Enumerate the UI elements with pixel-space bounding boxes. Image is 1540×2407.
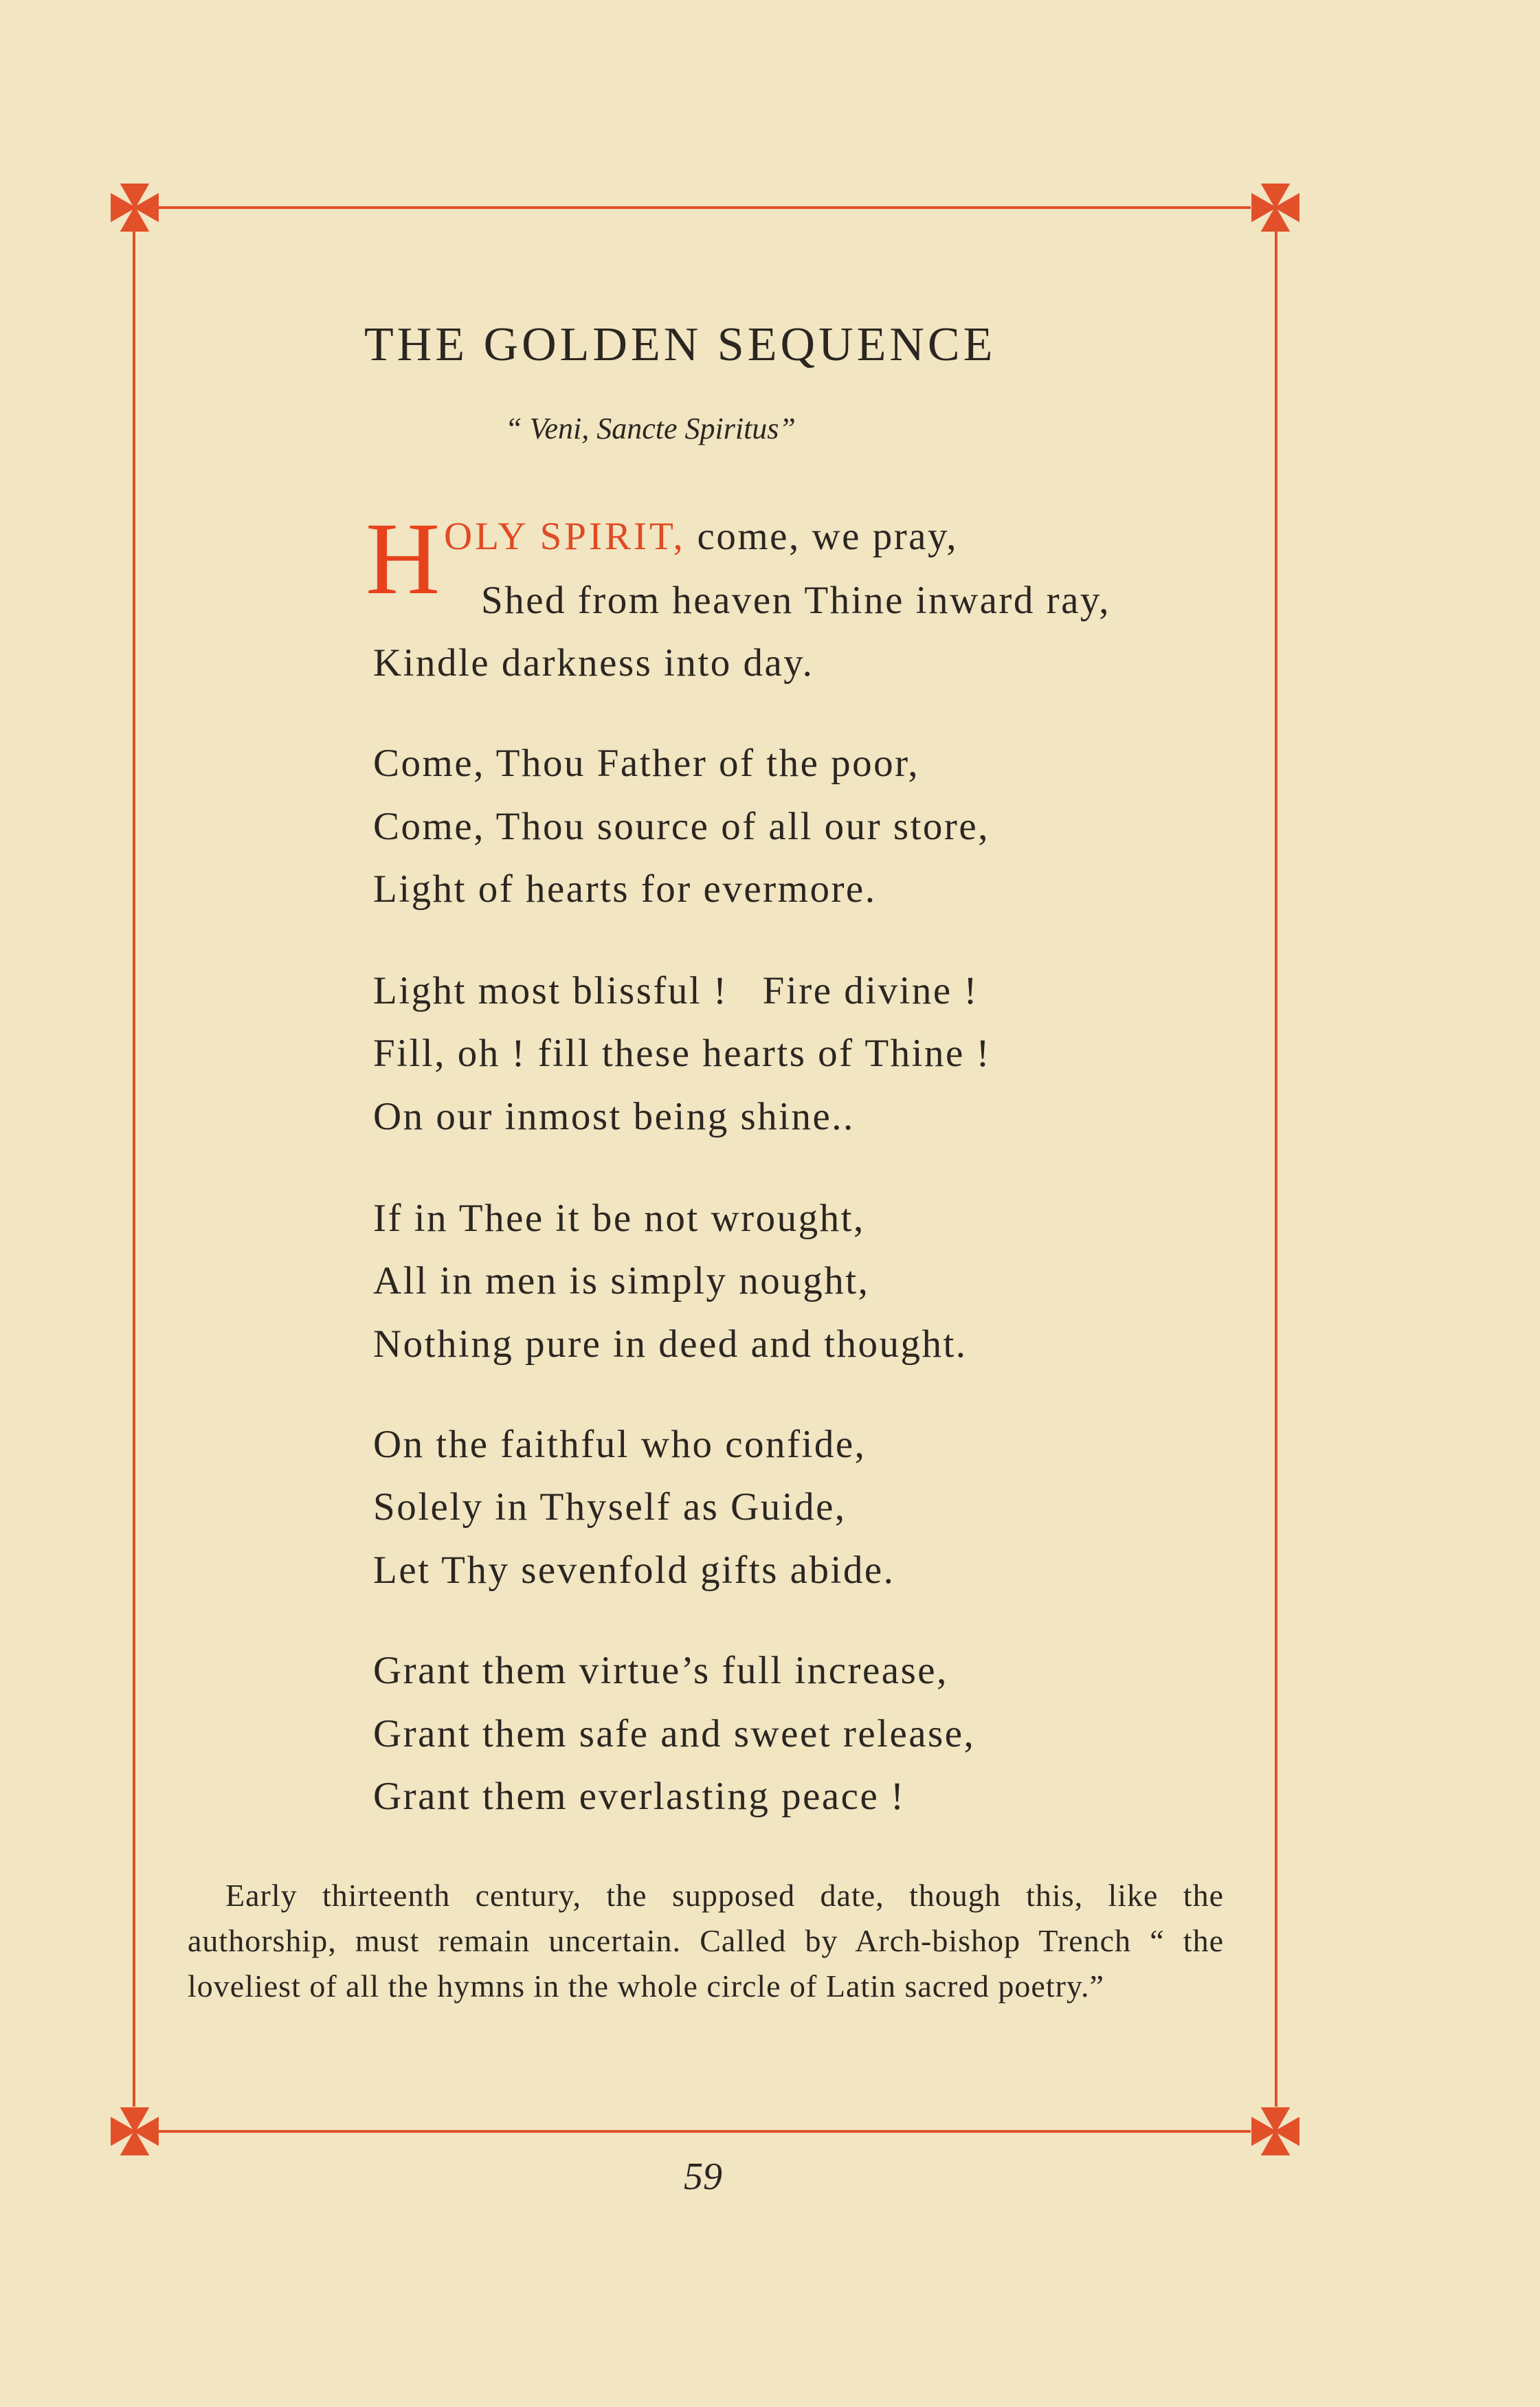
cross-pattee-icon — [109, 181, 161, 234]
drop-cap: H — [366, 502, 440, 616]
first-line-red: OLY SPIRIT, — [444, 515, 686, 558]
first-line-rest: come, we pray, — [697, 515, 959, 558]
poem-line — [444, 517, 958, 556]
poem-line: Grant them everlasting peace ! — [373, 1775, 906, 1818]
page-number: 59 — [684, 2155, 722, 2198]
poem-line: Solely in Thyself as Guide, — [373, 1485, 847, 1529]
poem-line: Kindle darkness into day. — [373, 641, 814, 685]
poem-line: Fill, oh ! fill these hearts of Thine ! — [373, 1032, 992, 1075]
poem-line: On our inmost being shine.. — [373, 1095, 855, 1138]
poem-line: Shed from heaven Thine inward ray, — [481, 579, 1111, 622]
poem-line: Come, Thou Father of the poor, — [373, 742, 920, 785]
poem-line: Light of hearts for evermore. — [373, 867, 877, 911]
left-border-rule — [133, 230, 135, 2107]
poem-line: Come, Thou source of all our store, — [373, 805, 990, 848]
poem-line: Grant them safe and sweet release, — [373, 1712, 976, 1755]
top-border-rule — [158, 206, 1251, 209]
bottom-border-rule — [158, 2130, 1251, 2133]
poem-line: If in Thee it be not wrought, — [373, 1197, 865, 1240]
cross-pattee-icon — [1249, 181, 1302, 234]
footnote-text: Early thirteenth century, the supposed date, though this, like the authorship, must remain uncertain. Called by Arch-bishop Trench “ the loveliest of all the hymns in the whole circle of Latin sacred poetry.” — [188, 1878, 1224, 2004]
poem-subtitle: “ Veni, Sancte Spiritus” — [505, 412, 796, 445]
poem-line: Nothing pure in deed and thought. — [373, 1322, 968, 1366]
poem-line: Let Thy sevenfold gifts abide. — [373, 1549, 895, 1592]
footnote — [188, 1873, 1224, 2009]
cross-pattee-icon — [109, 2105, 161, 2158]
poem-line: Light most blissful ! Fire divine ! — [373, 969, 979, 1012]
poem-line: All in men is simply nought, — [373, 1259, 870, 1302]
poem-line: Grant them virtue’s full increase, — [373, 1649, 948, 1692]
poem-title: THE GOLDEN SEQUENCE — [364, 318, 996, 371]
right-border-rule — [1275, 230, 1277, 2107]
poem-line: On the faithful who confide, — [373, 1423, 867, 1466]
cross-pattee-icon — [1249, 2105, 1302, 2158]
